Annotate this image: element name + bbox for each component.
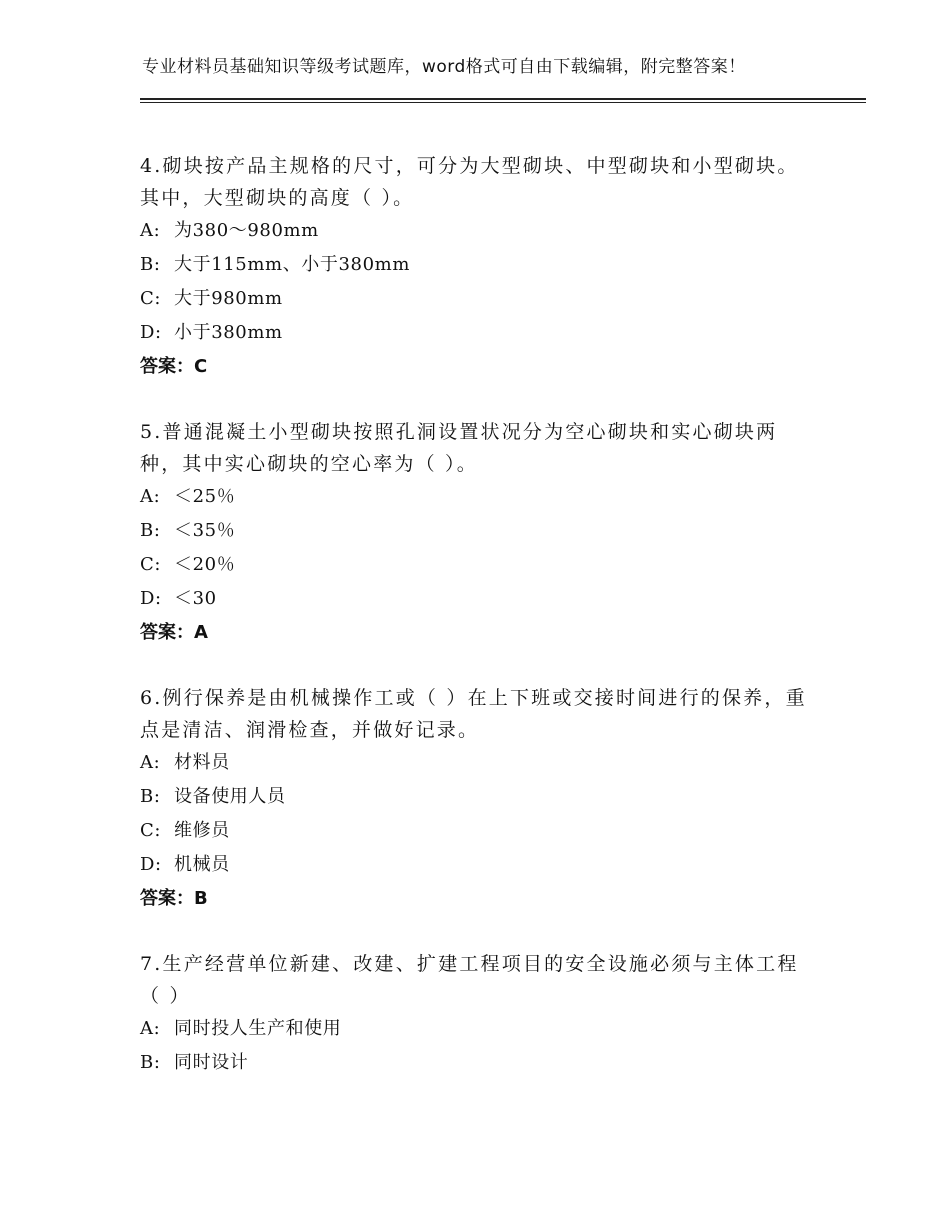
option-key: D: — [140, 322, 162, 343]
option-text: 机械员 — [174, 854, 230, 875]
option-a — [140, 480, 810, 514]
option-text: ＜35％ — [174, 520, 236, 541]
answer-line: 答案：C — [140, 356, 208, 377]
option-key: C: — [140, 820, 162, 841]
option-c — [140, 814, 810, 848]
option-key: A: — [140, 752, 161, 773]
option-text: 同时投人生产和使用 — [174, 1018, 342, 1039]
option-c — [140, 282, 810, 316]
option-text: 材料员 — [174, 752, 230, 773]
option-b — [140, 248, 810, 282]
question-5 — [140, 416, 810, 650]
option-text: ＜25％ — [174, 486, 236, 507]
option-key: B: — [140, 786, 161, 807]
option-b — [140, 1046, 810, 1080]
option-text: 为380～980mm — [174, 220, 319, 241]
option-key: A: — [140, 220, 161, 241]
option-d — [140, 316, 810, 350]
header-rule-thick — [140, 98, 866, 100]
option-a — [140, 214, 810, 248]
option-b — [140, 514, 810, 548]
option-c — [140, 548, 810, 582]
question-stem: 5.普通混凝土小型砌块按照孔洞设置状况分为空心砌块和实心砌块两种，其中实心砌块的空心率为（ ）。 — [140, 421, 778, 475]
option-b — [140, 780, 810, 814]
option-text: 维修员 — [174, 820, 230, 841]
question-6 — [140, 682, 810, 916]
option-key: B: — [140, 254, 161, 275]
option-key: C: — [140, 288, 162, 309]
option-a — [140, 746, 810, 780]
answer-line: 答案：A — [140, 622, 208, 643]
question-stem: 7.生产经营单位新建、改建、扩建工程项目的安全设施必须与主体工程（ ） — [140, 953, 799, 1007]
question-7 — [140, 948, 810, 1080]
page-header: 专业材料员基础知识等级考试题库，word格式可自由下载编辑，附完整答案！ — [142, 57, 746, 77]
option-text: 设备使用人员 — [174, 786, 286, 807]
header-rule-thin — [140, 102, 866, 103]
option-key: D: — [140, 588, 162, 609]
option-text: 大于115mm、小于380mm — [174, 254, 410, 275]
option-a — [140, 1012, 810, 1046]
option-text: 小于380mm — [174, 322, 283, 343]
option-d — [140, 582, 810, 616]
option-key: A: — [140, 486, 161, 507]
option-key: B: — [140, 1052, 161, 1073]
option-text: ＜20％ — [174, 554, 236, 575]
option-key: B: — [140, 520, 161, 541]
option-d — [140, 848, 810, 882]
option-key: A: — [140, 1018, 161, 1039]
option-text: ＜30 — [174, 588, 217, 609]
question-list — [140, 150, 810, 1112]
question-4 — [140, 150, 810, 384]
question-stem: 4.砌块按产品主规格的尺寸，可分为大型砌块、中型砌块和小型砌块。其中，大型砌块的高度（ ）。 — [140, 155, 799, 209]
option-key: C: — [140, 554, 162, 575]
question-stem: 6.例行保养是由机械操作工或（ ）在上下班或交接时间进行的保养，重点是清洁、润滑检查，并做好记录。 — [140, 687, 807, 741]
option-text: 同时设计 — [174, 1052, 249, 1073]
option-key: D: — [140, 854, 162, 875]
option-text: 大于980mm — [174, 288, 283, 309]
answer-line: 答案：B — [140, 888, 208, 909]
